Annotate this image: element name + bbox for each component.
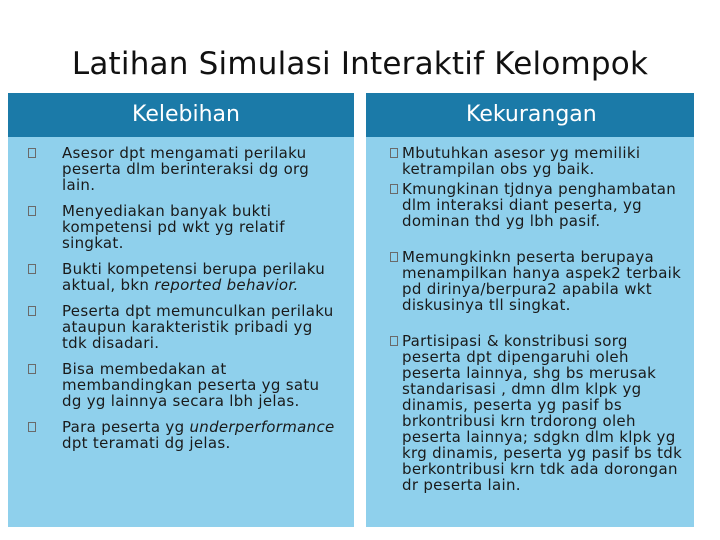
slide-title: Latihan Simulasi Interaktif Kelompok bbox=[71, 46, 649, 82]
kekurangan-list bbox=[366, 145, 694, 493]
list-item bbox=[8, 203, 354, 251]
kelebihan-panel bbox=[8, 93, 354, 527]
list-item bbox=[8, 361, 354, 409]
list-item bbox=[8, 145, 354, 193]
list-item-text: Mbutuhkan asesor yg memiliki ketrampilan obs yg baik. bbox=[402, 144, 641, 178]
list-item bbox=[8, 303, 354, 351]
list-item-emphasis: reported behavior. bbox=[154, 276, 299, 294]
square-bullet-icon bbox=[390, 148, 398, 158]
kekurangan-heading: Kekurangan bbox=[366, 93, 694, 137]
list-item-text: Menyediakan banyak bukti kompetensi pd wkt yg relatif singkat. bbox=[62, 202, 285, 252]
list-item bbox=[8, 261, 354, 293]
square-bullet-icon bbox=[28, 422, 36, 432]
kekurangan-panel bbox=[366, 93, 694, 527]
list-item-emphasis: underperformance bbox=[189, 418, 335, 436]
kelebihan-heading: Kelebihan bbox=[8, 93, 354, 137]
list-item bbox=[366, 181, 694, 229]
list-item-text: dpt teramati dg jelas. bbox=[62, 434, 231, 452]
list-item-text: Bukti kompetensi berupa perilaku aktual, bkn bbox=[62, 260, 326, 294]
list-item-text: Memungkinkn peserta berupaya menampilkan hanya aspek2 terbaik pd dirinya/berpura2 apabila wkt diskusinya tll singkat. bbox=[402, 248, 682, 314]
square-bullet-icon bbox=[390, 336, 398, 346]
list-item bbox=[366, 333, 694, 493]
list-item bbox=[8, 419, 354, 451]
list-item-text: Bisa membedakan at membandingkan peserta yg satu dg yg lainnya secara lbh jelas. bbox=[62, 360, 320, 410]
square-bullet-icon bbox=[28, 148, 36, 158]
square-bullet-icon bbox=[28, 206, 36, 216]
list-item bbox=[366, 145, 694, 177]
square-bullet-icon bbox=[28, 264, 36, 274]
square-bullet-icon bbox=[390, 252, 398, 262]
list-item-text: Asesor dpt mengamati perilaku peserta dlm berinteraksi dg org lain. bbox=[62, 144, 310, 194]
list-item bbox=[366, 249, 694, 313]
list-item-text: Para peserta yg bbox=[62, 418, 190, 436]
square-bullet-icon bbox=[28, 364, 36, 374]
square-bullet-icon bbox=[390, 184, 398, 194]
list-item-text: Kmungkinan tjdnya penghambatan dlm interaksi diant peserta, yg dominan thd yg lbh pasif. bbox=[402, 180, 677, 230]
list-item-text: Peserta dpt memunculkan perilaku ataupun karakteristik pribadi yg tdk disadari. bbox=[62, 302, 334, 352]
list-item-text: Partisipasi & konstribusi sorg peserta dpt dipengaruhi oleh peserta lainnya, shg bs merusak standarisasi , dmn dlm klpk yg dinamis, peserta yg pasif bs brkontribusi krn trdorong oleh peserta lainnya; sdgkn dlm klpk yg krg dinamis, peserta yg pasif bs tdk berkontribusi krn tdk ada dorongan dr peserta lain. bbox=[402, 332, 683, 494]
square-bullet-icon bbox=[28, 306, 36, 316]
kelebihan-list bbox=[8, 145, 354, 461]
